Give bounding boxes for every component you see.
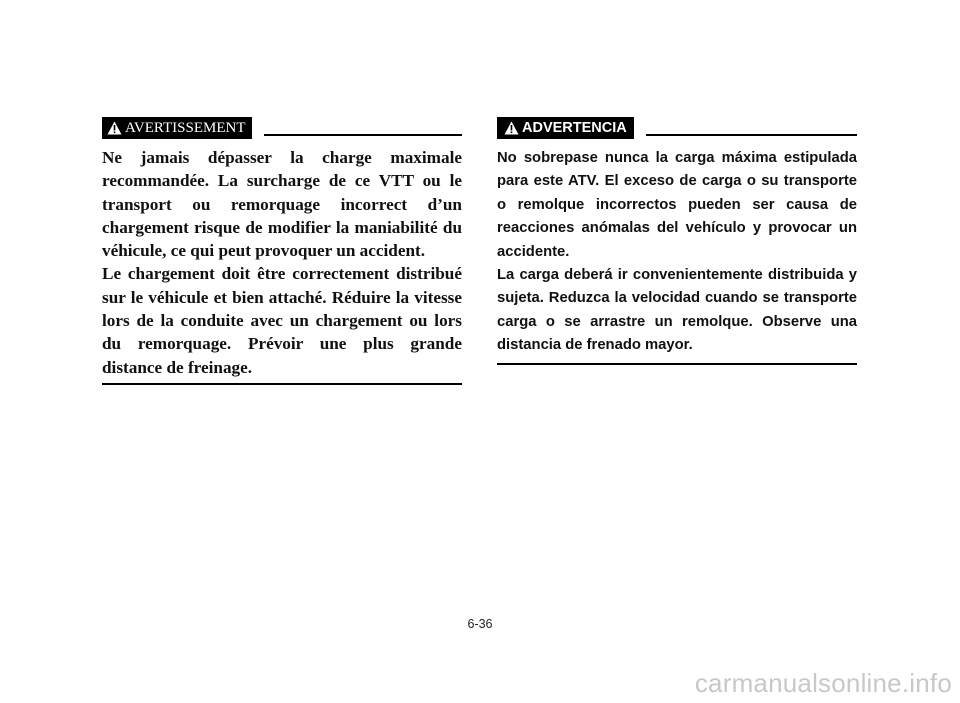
warning-paragraph-2: La carga deberá ir convenientemente distribuida y sujeta. Reduzca la velocidad cuando se transporte carga o se arrastre un remolque. Observe una distancia de frenado mayor. bbox=[497, 267, 857, 354]
warning-triangle-icon bbox=[504, 121, 519, 136]
watermark: carmanualsonline.info bbox=[694, 668, 952, 698]
bottom-rule bbox=[102, 383, 462, 385]
header-rule bbox=[264, 134, 463, 136]
warning-body bbox=[497, 147, 857, 358]
warning-paragraph-2: Le chargement doit être correctement distribué sur le véhicule et bien attaché. Réduire la vitesse lors de la conduite avec un chargement ou lors du remorquage. Prévoir une plus grande distance de freinage. bbox=[102, 264, 462, 377]
warning-header bbox=[102, 117, 462, 139]
warning-block-spanish bbox=[497, 117, 857, 365]
warning-paragraph-1: No sobrepase nunca la carga máxima estipulada para este ATV. El exceso de carga o su transporte o remolque incorrectos pueden ser causa de reacciones anómalas del vehículo y provocar un accidente. bbox=[497, 150, 857, 260]
warning-header bbox=[497, 117, 857, 139]
header-rule bbox=[646, 134, 857, 136]
warning-block-french bbox=[102, 117, 462, 385]
bottom-rule bbox=[497, 363, 857, 365]
warning-title: ADVERTENCIA bbox=[522, 120, 627, 136]
warning-paragraph-1: Ne jamais dépasser la charge maximale recommandée. La surcharge de ce VTT ou le transport ou remorquage incorrect d’un chargement risque de modifier la maniabilité du véhicule, ce qui peut provoquer un accident. bbox=[102, 148, 462, 261]
warning-body bbox=[102, 146, 462, 379]
warning-badge bbox=[102, 117, 252, 139]
warning-triangle-icon bbox=[107, 121, 122, 136]
page-number: 6-36 bbox=[467, 617, 493, 631]
warning-badge bbox=[497, 117, 634, 139]
warning-title: AVERTISSEMENT bbox=[125, 119, 246, 136]
